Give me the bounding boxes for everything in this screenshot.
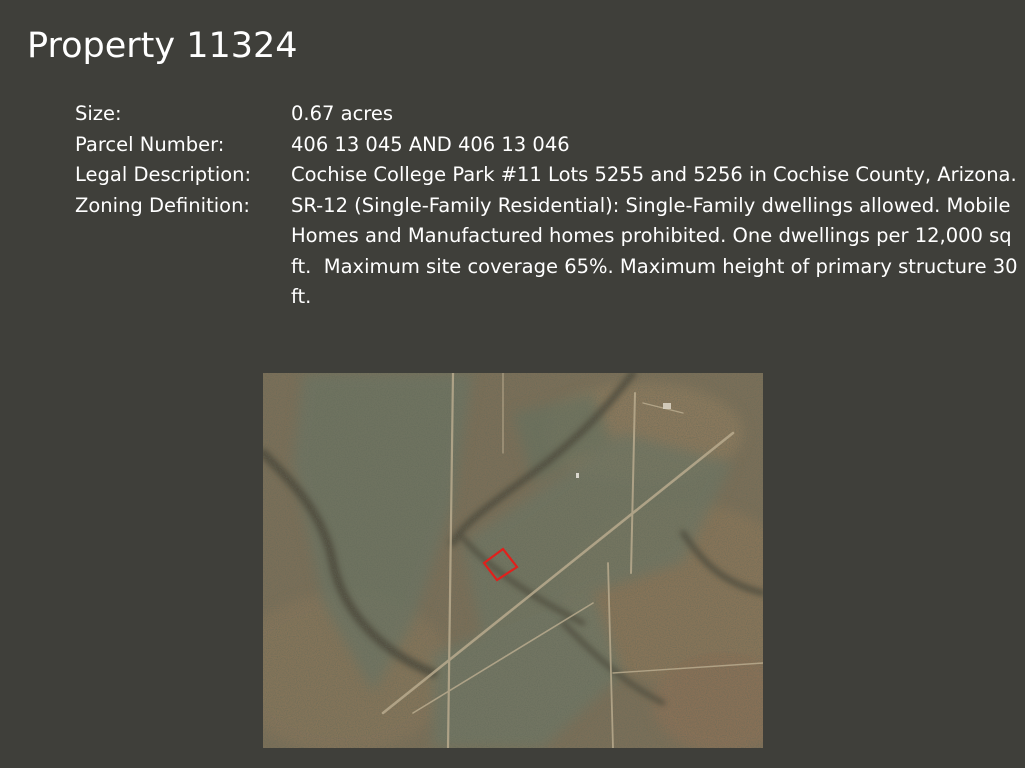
property-details xyxy=(75,99,1024,313)
detail-row-size xyxy=(75,99,1020,130)
aerial-map-image xyxy=(263,373,763,748)
size-label: Size: xyxy=(75,102,122,125)
parcel-number-value: 406 13 045 AND 406 13 046 xyxy=(291,132,570,156)
detail-row-zoning-definition xyxy=(75,191,1024,313)
legal-description-label: Legal Description: xyxy=(75,163,252,186)
legal-description-value: Cochise College Park #11 Lots 5255 and 5256 in Cochise County, Arizona. xyxy=(291,163,1017,186)
page-title: Property 11324 xyxy=(27,26,298,66)
zoning-definition-label: Zoning Definition: xyxy=(75,193,250,217)
detail-row-parcel-number xyxy=(75,130,1020,161)
detail-row-legal-description xyxy=(75,160,1020,191)
parcel-number-label: Parcel Number: xyxy=(75,132,225,156)
size-value: 0.67 acres xyxy=(291,102,394,125)
zoning-definition-value: SR-12 (Single-Family Residential): Single-Family dwellings allowed. Mobile Homes and Manufactured homes prohibited. One dwellings per 12,000 sq ft. Maximum site coverage 65%. Maximum height of primary structure 30 ft. xyxy=(291,193,1024,308)
